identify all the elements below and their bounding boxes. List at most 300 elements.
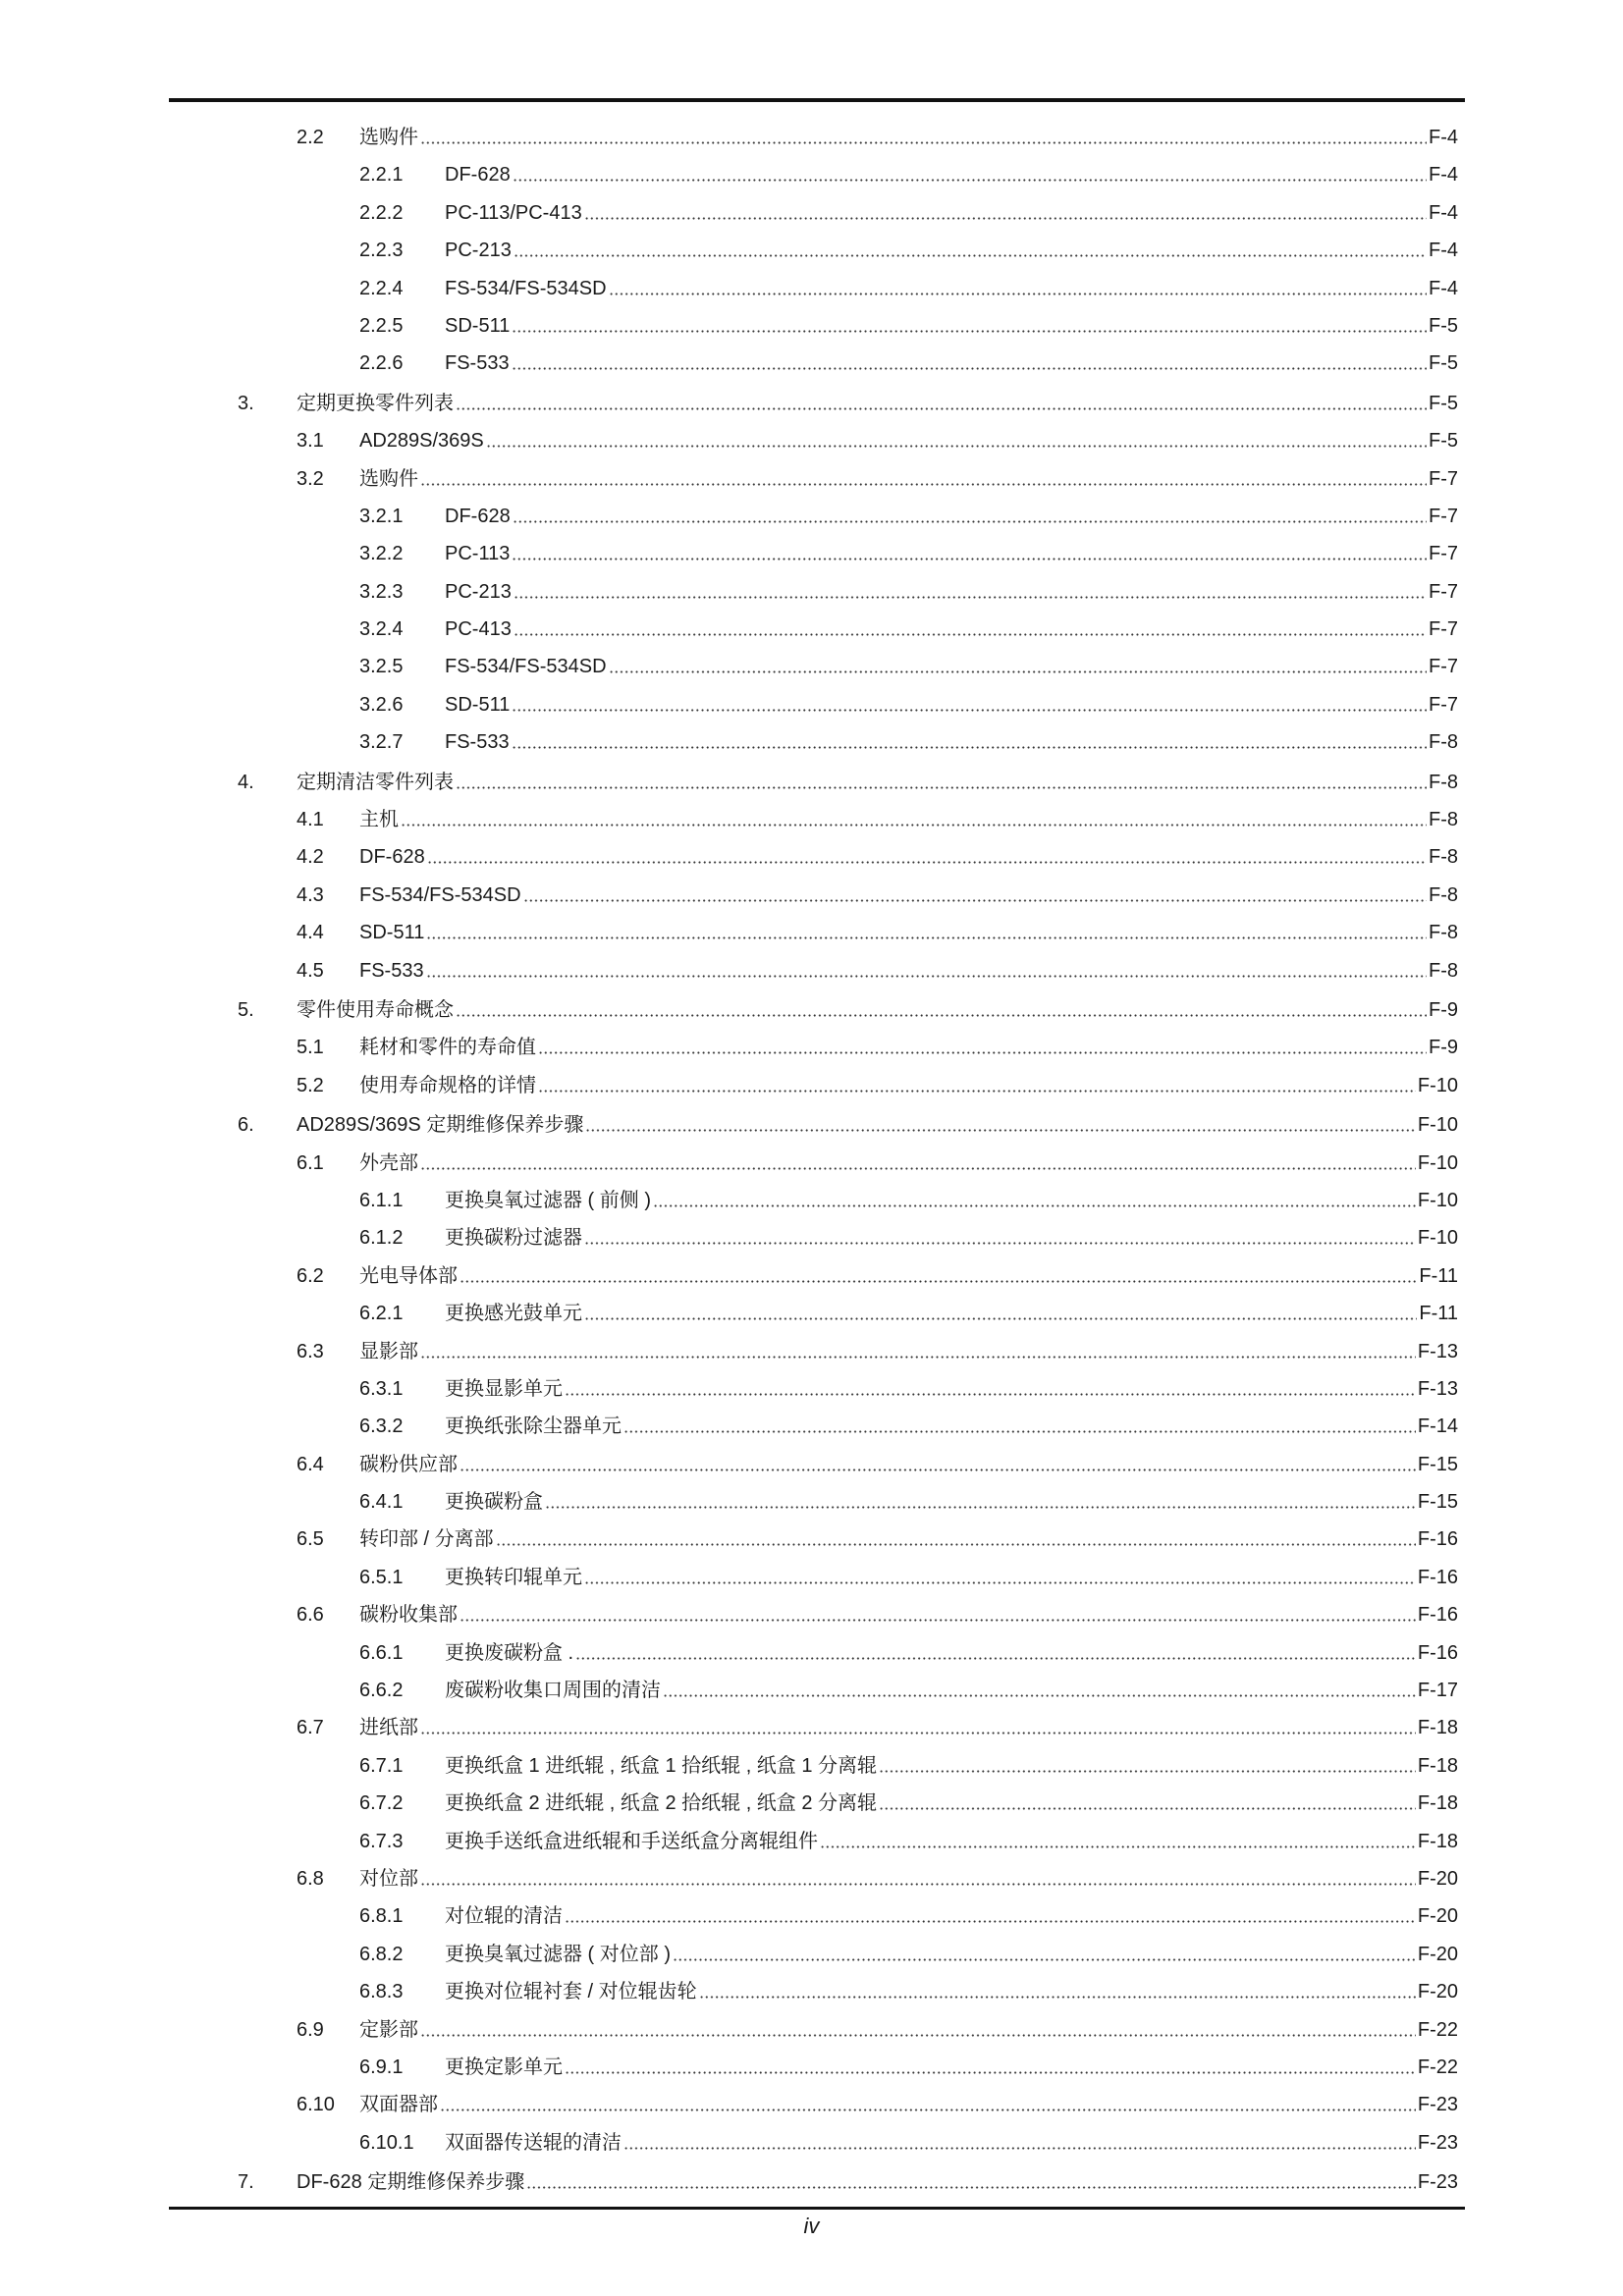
toc-entry-leader-line — [297, 2170, 1458, 2194]
toc-entry-title[interactable]: FS-534/FS-534SD — [445, 656, 607, 678]
toc-entry[interactable] — [0, 726, 1623, 764]
toc-entry-number: 6.9.1 — [359, 2056, 404, 2078]
toc-entry-title[interactable]: 主机 — [359, 809, 399, 831]
dot-leader — [653, 1204, 1416, 1207]
toc-entry[interactable] — [0, 501, 1623, 538]
dot-leader — [514, 633, 1427, 636]
toc-entry-title[interactable]: FS-534/FS-534SD — [445, 277, 607, 299]
dot-leader — [512, 330, 1427, 333]
toc-entry[interactable] — [0, 804, 1623, 841]
toc-entry-number: 2.2.3 — [359, 240, 404, 262]
toc-entry[interactable] — [0, 2166, 1623, 2204]
toc-entry-leader-line — [445, 2056, 1458, 2079]
dot-leader — [609, 670, 1427, 673]
toc-entry-leader-line — [359, 1036, 1458, 1059]
dot-leader — [426, 936, 1427, 939]
toc-entry-title[interactable]: SD-511 — [445, 693, 511, 716]
toc-entry-leader-line — [297, 771, 1458, 794]
toc-entry-page[interactable]: F-5 — [1429, 430, 1458, 453]
toc-entry-title[interactable]: 更换碳粉过滤器 — [445, 1227, 582, 1250]
header-rule — [169, 98, 1465, 102]
toc-entry[interactable] — [0, 1939, 1623, 1976]
dot-leader — [496, 1543, 1416, 1546]
toc-entry-leader-line — [359, 883, 1458, 907]
toc-entry-number: 6.1.2 — [359, 1227, 404, 1250]
toc-entry[interactable] — [0, 1109, 1623, 1147]
toc-entry-title[interactable]: PC-213 — [445, 580, 512, 603]
toc-entry-title[interactable]: AD289S/369S — [359, 430, 484, 453]
toc-entry-leader-line — [445, 1980, 1458, 2003]
toc-entry-page[interactable]: F-4 — [1429, 201, 1458, 224]
toc-entry-page[interactable]: F-8 — [1429, 959, 1458, 982]
toc-entry-number: 6.8.2 — [359, 1943, 404, 1965]
toc-entry[interactable] — [0, 1411, 1623, 1448]
toc-entry-title[interactable]: PC-113 — [445, 543, 511, 565]
dot-leader — [512, 367, 1427, 370]
toc-entry-title[interactable]: FS-533 — [445, 731, 510, 754]
dot-leader — [584, 1242, 1416, 1245]
toc-entry-page[interactable]: F-4 — [1429, 277, 1458, 299]
toc-entry-number: 6.3.1 — [359, 1377, 404, 1400]
toc-entry-page[interactable]: F-7 — [1429, 467, 1458, 490]
toc-entry-leader-line — [359, 1074, 1458, 1097]
toc-entry-leader-line — [359, 1453, 1458, 1476]
toc-entry-number: 3.2.6 — [359, 693, 404, 716]
toc-entry[interactable] — [0, 1599, 1623, 1636]
toc-entry-number: 4. — [238, 771, 254, 793]
dot-leader — [523, 899, 1427, 902]
toc-entry-number: 2.2.2 — [359, 201, 404, 224]
toc-entry-number: 6.4 — [297, 1453, 324, 1475]
dot-leader — [575, 1657, 1416, 1660]
dot-leader — [420, 1167, 1416, 1170]
toc-entry-leader-line — [359, 1603, 1458, 1627]
toc-entry-number: 3.2 — [297, 467, 324, 490]
toc-entry-title[interactable]: 外壳部 — [359, 1151, 418, 1174]
toc-entry-title[interactable]: DF-628 — [445, 505, 511, 527]
toc-entry-page[interactable]: F-9 — [1429, 998, 1458, 1021]
toc-entry-leader-line — [445, 1189, 1458, 1212]
dot-leader — [420, 2034, 1416, 2037]
toc-entry-leader-line — [445, 1490, 1458, 1514]
toc-entry-page[interactable]: F-16 — [1417, 1528, 1458, 1551]
toc-entry[interactable] — [0, 1298, 1623, 1335]
toc-entry-page[interactable]: F-20 — [1417, 1943, 1458, 1965]
toc-entry-number: 6.3 — [297, 1340, 324, 1362]
toc-entry[interactable] — [0, 1486, 1623, 1523]
dot-leader — [565, 1920, 1416, 1923]
toc-entry[interactable] — [0, 1900, 1623, 1938]
toc-entry-title[interactable]: 更换手送纸盒进纸辊和手送纸盒分离辊组件 — [445, 1830, 818, 1852]
toc-entry-number: 6.10.1 — [359, 2131, 414, 2154]
toc-entry-leader-line — [359, 1867, 1458, 1891]
toc-entry-title[interactable]: FS-533 — [359, 959, 424, 982]
toc-entry-number: 6.1.1 — [359, 1189, 404, 1211]
dot-leader — [420, 1883, 1416, 1886]
toc-entry-leader-line — [445, 1679, 1458, 1702]
toc-entry-page[interactable]: F-5 — [1429, 352, 1458, 375]
toc-entry-title[interactable]: 双面器传送辊的清洁 — [445, 2131, 622, 2154]
dot-leader — [663, 1694, 1416, 1697]
toc-entry-number: 5. — [238, 998, 254, 1021]
toc-entry-leader-line — [445, 239, 1458, 262]
dot-leader — [460, 1619, 1416, 1622]
toc-entry[interactable] — [0, 1260, 1623, 1298]
toc-entry-title[interactable]: DF-628 — [445, 164, 511, 187]
toc-entry-title[interactable]: PC-113/PC-413 — [445, 201, 582, 224]
dot-leader — [565, 2071, 1416, 2074]
toc-entry-page[interactable]: F-4 — [1429, 164, 1458, 187]
toc-entry[interactable] — [0, 1675, 1623, 1712]
toc-entry-leader-line — [359, 429, 1458, 453]
toc-entry-title[interactable]: 更换臭氧过滤器 ( 前侧 ) — [445, 1189, 651, 1211]
toc-entry-leader-line — [445, 1791, 1458, 1815]
toc-entry[interactable] — [0, 1750, 1623, 1788]
dot-leader — [401, 824, 1427, 827]
toc-entry-page[interactable]: F-11 — [1419, 1303, 1458, 1325]
toc-entry-leader-line — [445, 314, 1458, 338]
toc-entry-title[interactable]: PC-413 — [445, 618, 512, 641]
toc-entry-page[interactable]: F-20 — [1417, 1905, 1458, 1928]
toc-entry-leader-line — [359, 1264, 1458, 1288]
toc-entry-title[interactable]: DF-628 定期维修保养步骤 — [297, 2171, 525, 2194]
toc-entry-page[interactable]: F-15 — [1417, 1491, 1458, 1514]
dot-leader — [820, 1845, 1416, 1848]
toc-entry-number: 6.7.2 — [359, 1792, 404, 1815]
toc-entry-page[interactable]: F-8 — [1429, 731, 1458, 754]
toc-entry[interactable] — [0, 1032, 1623, 1069]
toc-entry-page[interactable]: F-13 — [1417, 1377, 1458, 1400]
toc-entry-number: 6.7.1 — [359, 1754, 404, 1777]
toc-entry-page[interactable]: F-8 — [1429, 846, 1458, 869]
dot-leader — [879, 1770, 1416, 1773]
dot-leader — [623, 2147, 1416, 2150]
toc-entry-leader-line — [445, 730, 1458, 754]
toc-entry-number: 6.5 — [297, 1528, 324, 1551]
toc-entry-page[interactable]: F-7 — [1429, 505, 1458, 527]
toc-entry[interactable] — [0, 310, 1623, 347]
dot-leader — [565, 1393, 1416, 1396]
dot-leader — [460, 1280, 1417, 1283]
toc-entry-title[interactable]: 更换碳粉盒 — [445, 1491, 543, 1514]
toc-entry-title[interactable]: 选购件 — [359, 467, 418, 490]
toc-entry[interactable] — [0, 1637, 1623, 1675]
toc-entry-page[interactable]: F-10 — [1417, 1114, 1458, 1137]
toc-entry-leader-line — [445, 277, 1458, 300]
toc-entry-page[interactable]: F-18 — [1417, 1717, 1458, 1739]
toc-entry-title[interactable]: 进纸部 — [359, 1717, 418, 1739]
toc-entry-leader-line — [445, 1830, 1458, 1853]
toc-entry[interactable] — [0, 614, 1623, 651]
toc-entry-title[interactable]: 对位部 — [359, 1867, 418, 1890]
toc-entry[interactable] — [0, 235, 1623, 272]
toc-entry-leader-line — [359, 1340, 1458, 1363]
toc-entry[interactable] — [0, 1863, 1623, 1900]
toc-entry-page[interactable]: F-17 — [1417, 1680, 1458, 1702]
dot-leader — [420, 1732, 1416, 1735]
toc-entry-leader-line — [445, 693, 1458, 717]
toc-entry-number: 6.10 — [297, 2094, 335, 2116]
toc-entry-page[interactable]: F-8 — [1429, 771, 1458, 793]
toc-entry-number: 6.6.1 — [359, 1641, 404, 1664]
toc-entry-title[interactable]: 更换感光鼓单元 — [445, 1303, 582, 1325]
toc-entry-number: 3.1 — [297, 430, 324, 453]
page-number: iv — [803, 2214, 820, 2238]
toc-entry-title[interactable]: 双面器部 — [359, 2094, 438, 2116]
toc-entry-page[interactable]: F-7 — [1429, 693, 1458, 716]
toc-entry[interactable] — [0, 2052, 1623, 2089]
toc-entry-title[interactable]: 更换定影单元 — [445, 2056, 563, 2078]
toc-entry[interactable] — [0, 651, 1623, 688]
toc-entry[interactable] — [0, 767, 1623, 804]
toc-entry[interactable] — [0, 1788, 1623, 1825]
toc-entry-title[interactable]: 更换对位辊衬套 / 对位辊齿轮 — [445, 1981, 697, 2003]
toc-entry-title[interactable]: 对位辊的清洁 — [445, 1905, 563, 1928]
toc-entry-number: 4.4 — [297, 922, 324, 944]
toc-entry-page[interactable]: F-8 — [1429, 809, 1458, 831]
toc-entry[interactable] — [0, 1826, 1623, 1863]
toc-entry[interactable] — [0, 1712, 1623, 1749]
toc-entry-title[interactable]: 光电导体部 — [359, 1264, 458, 1287]
toc-entry-page[interactable]: F-18 — [1417, 1830, 1458, 1852]
toc-entry[interactable] — [0, 1336, 1623, 1373]
toc-entry-page[interactable]: F-20 — [1417, 1981, 1458, 2003]
toc-entry-page[interactable]: F-22 — [1417, 2018, 1458, 2041]
footer-rule — [169, 2207, 1465, 2210]
toc-entry-leader-line — [445, 201, 1458, 225]
dot-leader — [584, 1317, 1417, 1320]
dot-leader — [456, 407, 1427, 410]
toc-entry-page[interactable]: F-5 — [1429, 392, 1458, 414]
toc-entry-leader-line — [445, 1754, 1458, 1778]
toc-entry[interactable] — [0, 2089, 1623, 2126]
toc-entry-title[interactable]: 更换转印辊单元 — [445, 1566, 582, 1588]
toc-entry-page[interactable]: F-7 — [1429, 618, 1458, 641]
toc-entry-number: 2.2 — [297, 127, 324, 148]
toc-entry-title[interactable]: AD289S/369S 定期维修保养步骤 — [297, 1114, 584, 1137]
dot-leader — [699, 1996, 1416, 1999]
toc-entry-number: 4.1 — [297, 809, 324, 831]
toc-entry-leader-line — [359, 921, 1458, 944]
toc-entry-page[interactable]: F-16 — [1417, 1604, 1458, 1627]
toc-entry[interactable] — [0, 197, 1623, 235]
toc-entry-number: 2.2.6 — [359, 352, 404, 375]
toc-entry-leader-line — [445, 1302, 1458, 1325]
toc-entry[interactable] — [0, 425, 1623, 462]
toc-entry[interactable] — [0, 159, 1623, 196]
toc-entry-page[interactable]: F-10 — [1417, 1189, 1458, 1211]
toc-entry-page[interactable]: F-9 — [1429, 1037, 1458, 1059]
toc-entry-title[interactable]: 转印部 / 分离部 — [359, 1528, 494, 1551]
toc-entry-page[interactable]: F-5 — [1429, 314, 1458, 337]
toc-entry-title[interactable]: 定期更换零件列表 — [297, 392, 454, 414]
toc-entry-title[interactable]: FS-533 — [445, 352, 510, 375]
toc-entry-title[interactable]: 使用寿命规格的详情 — [359, 1074, 536, 1096]
dot-leader — [514, 254, 1427, 257]
toc-entry-leader-line — [445, 1566, 1458, 1589]
toc-entry-title[interactable]: 废碳粉收集口周围的清洁 — [445, 1680, 661, 1702]
toc-entry-leader-line — [359, 2018, 1458, 2042]
toc-entry[interactable] — [0, 1976, 1623, 2013]
toc-entry-page[interactable]: F-11 — [1419, 1264, 1458, 1287]
toc-entry-leader-line — [359, 1527, 1458, 1551]
toc-entry-leader-line — [445, 351, 1458, 375]
toc-entry-number: 6.3.2 — [359, 1415, 404, 1438]
dot-leader — [460, 1468, 1416, 1471]
toc-entry-leader-line — [445, 1226, 1458, 1250]
toc-entry-page[interactable]: F-18 — [1417, 1792, 1458, 1815]
toc-entry-number: 5.1 — [297, 1037, 324, 1059]
toc-entry-title[interactable]: 耗材和零件的寿命值 — [359, 1037, 536, 1059]
toc-entry[interactable] — [0, 576, 1623, 614]
toc-entry-page[interactable]: F-8 — [1429, 922, 1458, 944]
toc-entry-page[interactable]: F-13 — [1417, 1340, 1458, 1362]
toc-entry-leader-line — [445, 163, 1458, 187]
toc-entry[interactable] — [0, 1373, 1623, 1411]
toc-entry-number: 6.2.1 — [359, 1303, 404, 1325]
toc-entry-page[interactable]: F-16 — [1417, 1641, 1458, 1664]
dot-leader — [513, 179, 1427, 182]
dot-leader — [545, 1506, 1416, 1509]
toc-entry[interactable] — [0, 1185, 1623, 1222]
toc-entry[interactable] — [0, 463, 1623, 501]
toc-entry-title[interactable]: 定影部 — [359, 2018, 418, 2041]
toc-entry-title[interactable]: 更换显影单元 — [445, 1377, 563, 1400]
toc-entry[interactable] — [0, 2014, 1623, 2052]
toc-entry-number: 3.2.1 — [359, 505, 404, 527]
toc-entry-title[interactable]: SD-511 — [359, 922, 425, 944]
toc-entry[interactable] — [0, 1148, 1623, 1185]
dot-leader — [585, 1129, 1416, 1132]
toc-entry-number: 6.8.3 — [359, 1981, 404, 2003]
toc-entry-page[interactable]: F-7 — [1429, 543, 1458, 565]
toc-entry-page[interactable]: F-8 — [1429, 883, 1458, 906]
toc-entry[interactable] — [0, 689, 1623, 726]
toc-entry[interactable] — [0, 841, 1623, 879]
dot-leader — [512, 709, 1427, 712]
toc-entry-leader-line — [445, 580, 1458, 604]
toc-entry-title[interactable]: 碳粉供应部 — [359, 1453, 458, 1475]
toc-entry-number: 3.2.4 — [359, 618, 404, 641]
toc-entry-title[interactable]: PC-213 — [445, 240, 512, 262]
dot-leader — [426, 975, 1427, 978]
toc-entry[interactable] — [0, 1523, 1623, 1561]
toc-entry-title[interactable]: 显影部 — [359, 1340, 418, 1362]
toc-entry-number: 6. — [238, 1114, 254, 1137]
dot-leader — [879, 1807, 1416, 1810]
dot-leader — [420, 1356, 1416, 1359]
toc-entry-number: 4.5 — [297, 959, 324, 982]
toc-entry[interactable] — [0, 388, 1623, 425]
toc-entry-number: 6.2 — [297, 1264, 324, 1287]
toc-entry-leader-line — [297, 1113, 1458, 1137]
toc-entry-title[interactable]: FS-534/FS-534SD — [359, 883, 521, 906]
toc-entry-page[interactable]: F-4 — [1429, 240, 1458, 262]
toc-entry-leader-line — [359, 126, 1458, 149]
toc-entry-number: 3.2.3 — [359, 580, 404, 603]
toc-entry-title[interactable]: SD-511 — [445, 314, 511, 337]
toc-entry-title[interactable]: 更换臭氧过滤器 ( 对位部 ) — [445, 1943, 671, 1965]
toc-entry-title[interactable]: 选购件 — [359, 127, 418, 148]
table-of-contents — [0, 122, 1623, 2204]
toc-entry-title[interactable]: 更换纸张除尘器单元 — [445, 1415, 622, 1438]
toc-entry-number: 6.9 — [297, 2018, 324, 2041]
toc-entry-page[interactable]: F-20 — [1417, 1867, 1458, 1890]
toc-entry-leader-line — [359, 845, 1458, 869]
toc-entry-leader-line — [359, 2093, 1458, 2116]
toc-entry-page[interactable]: F-10 — [1417, 1151, 1458, 1174]
toc-entry-leader-line — [445, 1415, 1458, 1438]
toc-entry-page[interactable]: F-7 — [1429, 580, 1458, 603]
toc-entry[interactable] — [0, 1070, 1623, 1107]
toc-entry-leader-line — [359, 808, 1458, 831]
toc-entry[interactable] — [0, 1562, 1623, 1599]
toc-entry[interactable] — [0, 880, 1623, 917]
toc-entry-number: 2.2.5 — [359, 314, 404, 337]
dot-leader — [512, 746, 1427, 749]
toc-entry-page[interactable]: F-4 — [1429, 127, 1458, 148]
toc-entry-title[interactable]: 更换纸盒 2 进纸辊 , 纸盒 2 拾纸辊 , 纸盒 2 分离辊 — [445, 1792, 878, 1815]
dot-leader — [513, 520, 1427, 523]
toc-entry[interactable] — [0, 273, 1623, 310]
toc-entry-page[interactable]: F-22 — [1417, 2056, 1458, 2078]
dot-leader — [440, 2109, 1416, 2111]
dot-leader — [584, 217, 1427, 220]
toc-entry[interactable] — [0, 1222, 1623, 1259]
toc-entry-page[interactable]: F-23 — [1417, 2094, 1458, 2116]
toc-entry-number: 2.2.1 — [359, 164, 404, 187]
toc-entry-page[interactable]: F-7 — [1429, 656, 1458, 678]
toc-entry[interactable] — [0, 122, 1623, 159]
toc-entry-number: 6.6 — [297, 1604, 324, 1627]
toc-entry-number: 6.8 — [297, 1867, 324, 1890]
toc-entry-page[interactable]: F-16 — [1417, 1566, 1458, 1588]
toc-entry-page[interactable]: F-18 — [1417, 1754, 1458, 1777]
toc-entry-leader-line — [445, 1943, 1458, 1966]
toc-entry-title[interactable]: 更换废碳粉盒 . — [445, 1641, 574, 1664]
toc-entry-number: 6.5.1 — [359, 1566, 404, 1588]
dot-leader — [584, 1581, 1416, 1584]
toc-entry-leader-line — [359, 1151, 1458, 1175]
dot-leader — [456, 1014, 1427, 1017]
toc-entry[interactable] — [0, 955, 1623, 992]
dot-leader — [538, 1090, 1416, 1093]
toc-entry-title[interactable]: 定期清洁零件列表 — [297, 771, 454, 793]
toc-entry[interactable] — [0, 538, 1623, 575]
toc-entry-page[interactable]: F-23 — [1417, 2171, 1458, 2194]
toc-entry-leader-line — [445, 542, 1458, 565]
toc-entry[interactable] — [0, 994, 1623, 1032]
toc-entry-title[interactable]: 零件使用寿命概念 — [297, 998, 454, 1021]
toc-entry-leader-line — [445, 655, 1458, 678]
toc-entry-page[interactable]: F-15 — [1417, 1453, 1458, 1475]
toc-entry-page[interactable]: F-14 — [1417, 1415, 1458, 1438]
toc-entry[interactable] — [0, 1449, 1623, 1486]
toc-entry-page[interactable]: F-10 — [1417, 1074, 1458, 1096]
toc-entry[interactable] — [0, 917, 1623, 954]
toc-entry-title[interactable]: 碳粉收集部 — [359, 1604, 458, 1627]
toc-entry[interactable] — [0, 2127, 1623, 2164]
toc-entry[interactable] — [0, 347, 1623, 385]
toc-entry-page[interactable]: F-10 — [1417, 1227, 1458, 1250]
toc-entry-number: 6.6.2 — [359, 1680, 404, 1702]
toc-entry-title[interactable]: DF-628 — [359, 846, 425, 869]
toc-entry-title[interactable]: 更换纸盒 1 进纸辊 , 纸盒 1 拾纸辊 , 纸盒 1 分离辊 — [445, 1754, 878, 1777]
toc-entry-leader-line — [359, 959, 1458, 983]
toc-entry-number: 6.7.3 — [359, 1830, 404, 1852]
dot-leader — [512, 558, 1427, 561]
toc-entry-page[interactable]: F-23 — [1417, 2131, 1458, 2154]
